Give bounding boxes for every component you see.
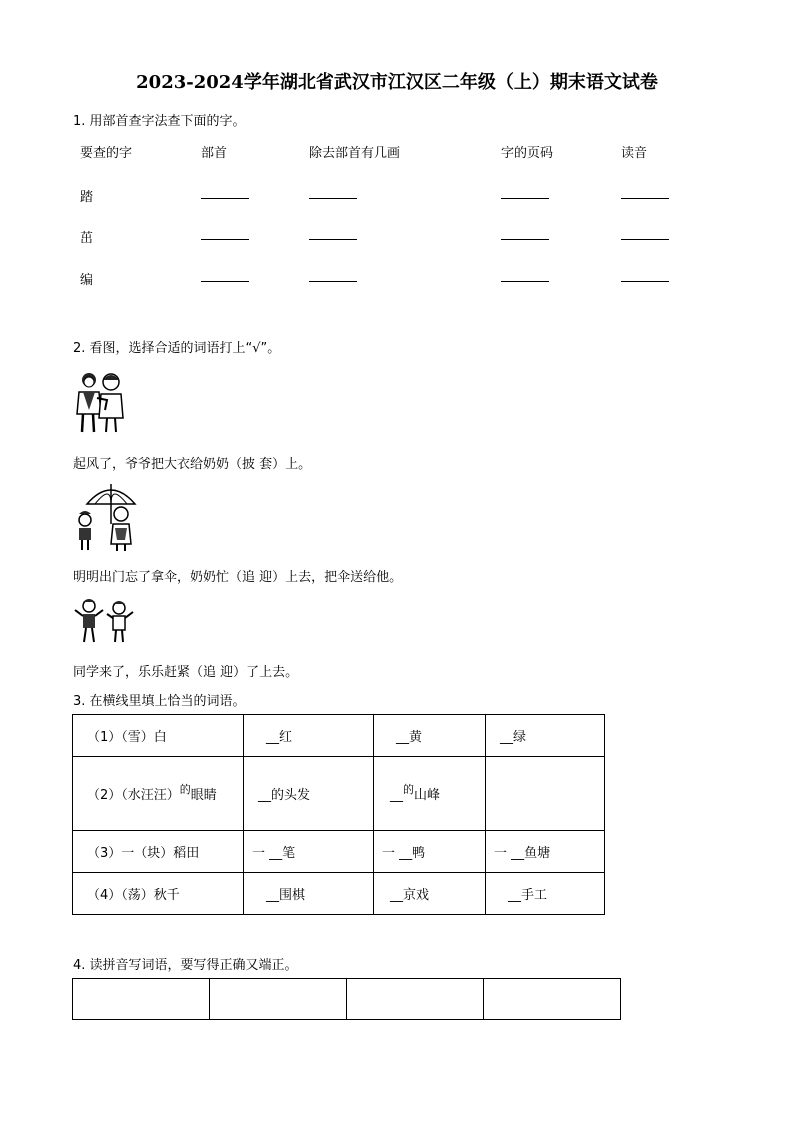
answer-blank[interactable] — [201, 281, 249, 282]
q3-cell[interactable]: 一 __鸭 — [374, 831, 486, 873]
q3-row — [73, 873, 605, 915]
q4-answer-box[interactable] — [484, 979, 621, 1020]
q4-answer-box[interactable] — [73, 979, 210, 1020]
page-title: 2023-2024学年湖北省武汉市江汉区二年级（上）期末语文试卷 — [136, 72, 658, 93]
q3-cell[interactable]: 一 __鱼塘 — [486, 831, 605, 873]
children-icon — [73, 598, 137, 644]
q3-superscript: 的 — [179, 783, 191, 796]
q1-char: 编 — [80, 273, 94, 288]
q3-cell[interactable] — [374, 757, 486, 831]
q3-text: 眼睛 — [190, 788, 217, 803]
answer-blank[interactable] — [309, 198, 357, 199]
q3-row — [73, 757, 605, 831]
q1-char: 踏 — [80, 190, 94, 205]
q1-header: 部首 — [201, 146, 228, 161]
q3-cell[interactable]: __的头发 — [244, 757, 374, 831]
answer-blank[interactable] — [201, 198, 249, 199]
q4-row — [73, 979, 621, 1020]
q2-sentence: 明明出门忘了拿伞，奶奶忙（追 迎）上去，把伞送给他。 — [73, 570, 403, 585]
q3-cell[interactable]: 一 __笔 — [244, 831, 374, 873]
answer-blank[interactable] — [501, 198, 549, 199]
q1-header-row — [80, 142, 700, 162]
q3-cell: （3）一（块）稻田 — [73, 831, 244, 873]
question-4-table — [72, 978, 621, 1020]
q3-row — [73, 831, 605, 873]
answer-blank[interactable] — [309, 281, 357, 282]
answer-blank[interactable] — [501, 239, 549, 240]
q3-text: （2）（水汪汪） — [87, 788, 180, 803]
answer-blank[interactable] — [501, 281, 549, 282]
q1-char: 茁 — [80, 231, 94, 246]
q3-cell: （1）（雪）白 — [73, 715, 244, 757]
q3-cell[interactable]: __红 — [244, 715, 374, 757]
q1-header: 除去部首有几画 — [309, 146, 401, 161]
umbrella-icon — [73, 480, 137, 552]
q3-cell[interactable]: __围棋 — [244, 873, 374, 915]
q3-cell[interactable]: __绿 — [486, 715, 605, 757]
q3-text: 山峰 — [414, 788, 441, 803]
answer-blank[interactable] — [621, 239, 669, 240]
question-1-title: 1. 用部首查字法查下面的字。 — [73, 114, 246, 129]
q1-row — [80, 186, 700, 206]
question-3-table — [72, 714, 605, 915]
question-3-title: 3. 在横线里填上恰当的词语。 — [73, 694, 246, 709]
q3-cell — [73, 757, 244, 831]
q2-sentence: 起风了，爷爷把大衣给奶奶（披 套）上。 — [73, 457, 312, 472]
q3-cell[interactable]: __京戏 — [374, 873, 486, 915]
answer-blank[interactable] — [621, 281, 669, 282]
q1-row — [80, 227, 700, 247]
question-4-title: 4. 读拼音写词语，要写得正确又端正。 — [73, 958, 298, 973]
answer-blank[interactable] — [201, 239, 249, 240]
q3-cell: （4）（荡）秋千 — [73, 873, 244, 915]
q2-sentence: 同学来了，乐乐赶紧（追 迎）了上去。 — [73, 665, 299, 680]
answer-blank[interactable] — [309, 239, 357, 240]
question-2-title: 2. 看图，选择合适的词语打上“√”。 — [73, 341, 281, 356]
q3-text: __ — [390, 788, 403, 803]
couple-icon — [73, 370, 129, 434]
q4-answer-box[interactable] — [210, 979, 347, 1020]
q3-cell[interactable]: __手工 — [486, 873, 605, 915]
q3-cell[interactable]: __黄 — [374, 715, 486, 757]
q3-cell[interactable] — [486, 757, 605, 831]
q3-row — [73, 715, 605, 757]
q1-header: 要查的字 — [80, 146, 133, 161]
q1-header: 字的页码 — [501, 146, 554, 161]
q1-header: 读音 — [621, 146, 648, 161]
q1-row — [80, 269, 700, 289]
answer-blank[interactable] — [621, 198, 669, 199]
q4-answer-box[interactable] — [347, 979, 484, 1020]
q3-superscript: 的 — [403, 783, 414, 796]
